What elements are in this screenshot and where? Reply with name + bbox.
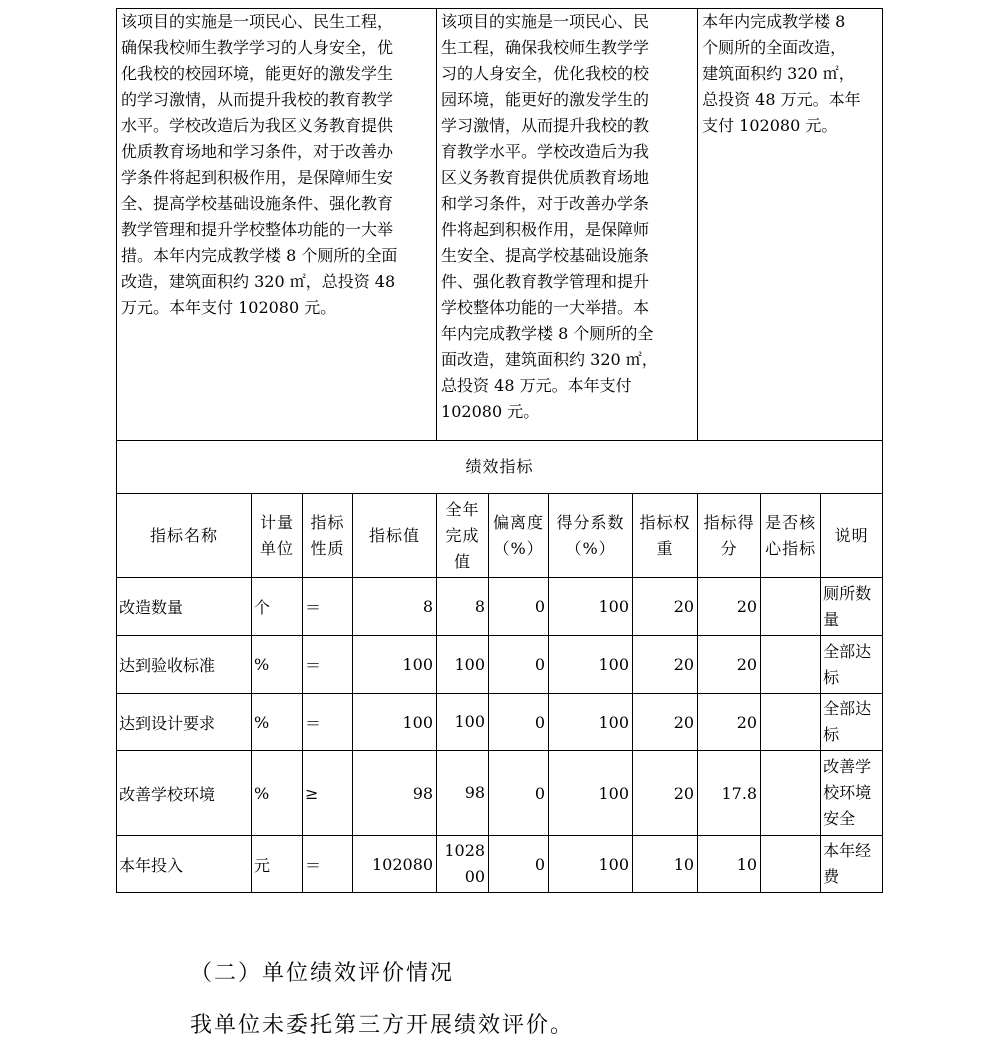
description-line: 习的人身安全，优化我校的校: [441, 64, 650, 83]
description-line: 改造，建筑面积约 320 ㎡，总投资 48: [121, 272, 396, 291]
performance-table: [116, 8, 883, 893]
table-row: [117, 836, 883, 893]
cell-value: 102080: [353, 836, 437, 893]
cell-name: 改造数量: [117, 578, 252, 636]
cell-note: 厕所数 量: [821, 578, 883, 636]
header-value: 指标值: [353, 494, 437, 578]
cell-core: [761, 751, 821, 836]
cell-weight: 20: [633, 694, 698, 751]
cell-value: 8: [353, 578, 437, 636]
cell-score: 10: [698, 836, 761, 893]
description-line: 该项目的实施是一项民心、民: [441, 12, 650, 31]
description-line: 的学习激情，从而提升我校的教育教学: [121, 90, 394, 109]
cell-nature: ＝: [303, 636, 353, 694]
header-weight: 指标权 重: [633, 494, 698, 578]
cell-nature: ＝: [303, 836, 353, 893]
description-line: 总投资 48 万元。本年: [702, 90, 861, 109]
cell-coef: 100: [549, 751, 633, 836]
cell-nature: ＝: [303, 694, 353, 751]
cell-nature: ＝: [303, 578, 353, 636]
cell-core: [761, 836, 821, 893]
description-line: 区义务教育提供优质教育场地: [441, 168, 650, 187]
description-line: 支付 102080 元。: [702, 116, 838, 135]
description-line: 个厕所的全面改造，: [702, 38, 847, 57]
description-line: 件将起到积极作用，是保障师: [441, 220, 650, 239]
description-line: 水平。学校改造后为我区义务教育提供: [121, 116, 394, 135]
cell-weight: 20: [633, 636, 698, 694]
cell-core: [761, 636, 821, 694]
cell-coef: 100: [549, 636, 633, 694]
description-line: 总投资 48 万元。本年支付: [441, 376, 632, 395]
header-unit: 计量 单位: [252, 494, 303, 578]
description-line: 本年内完成教学楼 8: [702, 12, 846, 31]
cell-actual: 100: [437, 694, 489, 751]
description-line: 育教学水平。学校改造后为我: [441, 142, 650, 161]
description-line: 面改造，建筑面积约 320 ㎡，: [441, 350, 658, 369]
cell-nature: ≥: [303, 751, 353, 836]
description-line: 确保我校师生教学学习的人身安全，优: [121, 38, 394, 57]
cell-value: 100: [353, 694, 437, 751]
cell-actual: 1028 00: [437, 836, 489, 893]
description-line: 学习激情，从而提升我校的教: [441, 116, 650, 135]
section-header: 绩效指标: [117, 441, 883, 494]
cell-actual: 100: [437, 636, 489, 694]
cell-core: [761, 694, 821, 751]
cell-unit: %: [252, 751, 303, 836]
table-row: [117, 694, 883, 751]
cell-note: 本年经 费: [821, 836, 883, 893]
cell-note: 改善学 校环境 安全: [821, 751, 883, 836]
description-line: 学条件将起到积极作用，是保障师生安: [121, 168, 394, 187]
table-row: [117, 751, 883, 836]
description-line: 年内完成教学楼 8 个厕所的全: [441, 324, 654, 343]
cell-weight: 20: [633, 578, 698, 636]
header-core: 是否核 心指标: [761, 494, 821, 578]
table-row: [117, 578, 883, 636]
description-line: 化我校的校园环境，能更好的激发学生: [121, 64, 394, 83]
cell-actual: 98: [437, 751, 489, 836]
cell-value: 98: [353, 751, 437, 836]
section-header-row: [117, 441, 883, 494]
description-line: 措。本年内完成教学楼 8 个厕所的全面: [121, 246, 398, 265]
header-nature: 指标 性质: [303, 494, 353, 578]
cell-weight: 10: [633, 836, 698, 893]
cell-name: 本年投入: [117, 836, 252, 893]
cell-coef: 100: [549, 578, 633, 636]
description-line: 学校整体功能的一大举措。本: [441, 298, 650, 317]
description-line: 优质教育场地和学习条件，对于改善办: [121, 142, 394, 161]
cell-name: 达到设计要求: [117, 694, 252, 751]
cell-unit: %: [252, 636, 303, 694]
header-actual: 全年 完成 值: [437, 494, 489, 578]
cell-deviation: 0: [489, 751, 549, 836]
description-line: 全、提高学校基础设施条件、强化教育: [121, 194, 394, 213]
cell-note: 全部达 标: [821, 636, 883, 694]
description-line: 生工程，确保我校师生教学学: [441, 38, 650, 57]
cell-score: 20: [698, 578, 761, 636]
description-line: 该项目的实施是一项民心、民生工程，: [121, 12, 394, 31]
description-line: 教学管理和提升学校整体功能的一大举: [121, 220, 394, 239]
header-name: 指标名称: [117, 494, 252, 578]
cell-weight: 20: [633, 751, 698, 836]
cell-value: 100: [353, 636, 437, 694]
table-row: [117, 636, 883, 694]
section-title: （二）单位绩效评价情况: [190, 961, 455, 986]
cell-deviation: 0: [489, 578, 549, 636]
description-col3: [698, 9, 883, 441]
description-line: 和学习条件，对于改善办学条: [441, 194, 650, 213]
description-line: 建筑面积约 320 ㎡，: [702, 64, 855, 83]
header-coef: 得分系数 （%）: [549, 494, 633, 578]
cell-score: 20: [698, 636, 761, 694]
description-line: 102080 元。: [441, 402, 540, 421]
cell-deviation: 0: [489, 694, 549, 751]
cell-score: 20: [698, 694, 761, 751]
cell-unit: 个: [252, 578, 303, 636]
cell-coef: 100: [549, 836, 633, 893]
cell-actual: 8: [437, 578, 489, 636]
cell-unit: 元: [252, 836, 303, 893]
evaluation-paragraph: 我单位未委托第三方开展绩效评价。: [190, 1013, 575, 1038]
cell-note: 全部达 标: [821, 694, 883, 751]
cell-deviation: 0: [489, 636, 549, 694]
header-deviation: 偏离度 （%）: [489, 494, 549, 578]
cell-unit: %: [252, 694, 303, 751]
description-line: 万元。本年支付 102080 元。: [121, 298, 337, 317]
description-line: 园环境，能更好的激发学生的: [441, 90, 650, 109]
description-col1: [117, 9, 437, 441]
description-line: 件、强化教育教学管理和提升: [441, 272, 650, 291]
cell-name: 改善学校环境: [117, 751, 252, 836]
header-score: 指标得 分: [698, 494, 761, 578]
description-row: [117, 9, 883, 441]
cell-score: 17.8: [698, 751, 761, 836]
description-line: 生安全、提高学校基础设施条: [441, 246, 650, 265]
description-col2: [437, 9, 698, 441]
cell-coef: 100: [549, 694, 633, 751]
cell-deviation: 0: [489, 836, 549, 893]
cell-core: [761, 578, 821, 636]
cell-name: 达到验收标准: [117, 636, 252, 694]
header-note: 说明: [821, 494, 883, 578]
column-header-row: [117, 494, 883, 578]
